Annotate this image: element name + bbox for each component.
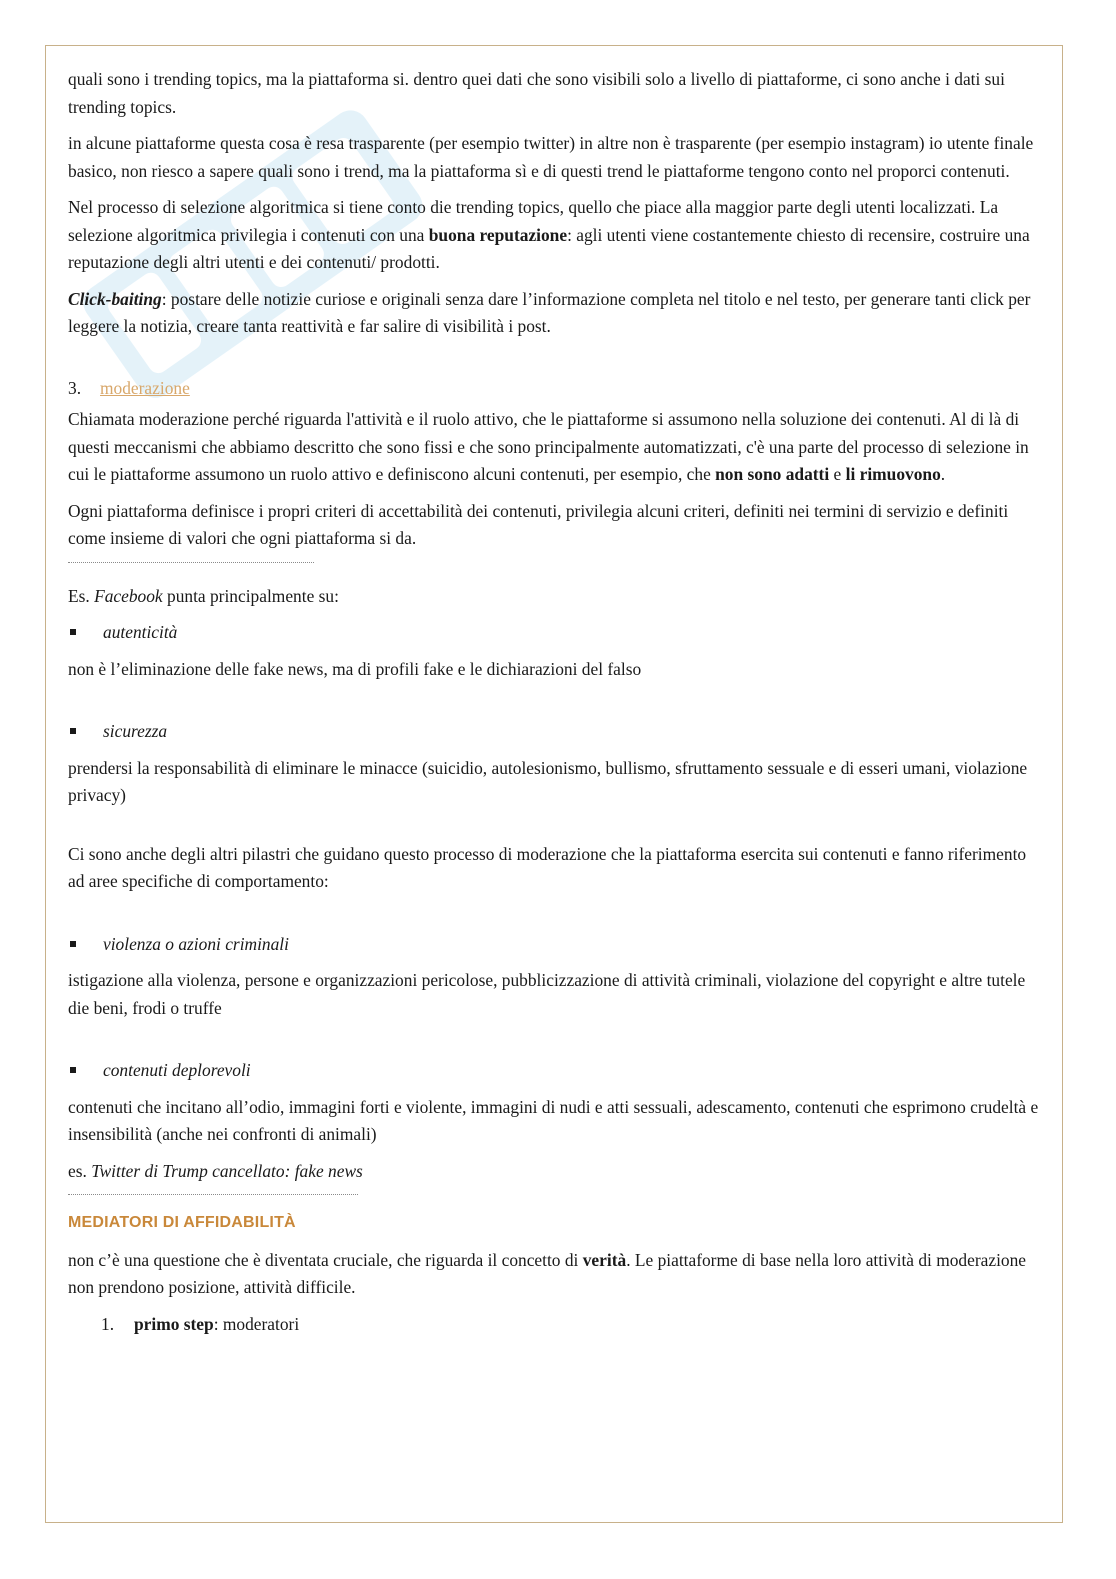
bullet-violenza: violenza o azioni criminali (68, 931, 1046, 959)
numbered-list (68, 1311, 1046, 1339)
bullet-autenticita: autenticità (68, 619, 1046, 647)
paragraph-click-baiting: Click-baiting: postare delle notizie curiose e originali senza dare l’informazione completa nel titolo e nel testo, per generare tanti click per leggere la notizia, creare tanta reattività e far salire di visibilità i post. (68, 288, 1031, 336)
section-number: 3. (68, 377, 82, 398)
desc-sicurezza: prendersi la responsabilità di eliminare le minacce (suicidio, autolesionismo, bullismo, sfruttamento sessuale e di esseri umani, violazione privacy) (68, 757, 1028, 805)
paragraph-transparency: in alcune piattaforme questa cosa è resa trasparente (per esempio twitter) in altre non è trasparente (per esempio instagram) io utente finale basico, non riesco a sapere quali sono i trend, ma la piattaforma sì e di questi trend le piattaforme tengono conto nel proporci contenuti. (68, 133, 1034, 181)
bullet-contenuti-deplorevoli: contenuti deplorevoli (68, 1057, 1046, 1085)
bullet-square-icon (70, 1067, 76, 1073)
paragraph-acceptability: Ogni piattaforma definisce i propri criteri di accettabilità dei contenuti, privilegia alcuni criteri, definiti nei termini di servizio e definiti come insieme di valori che ogni piattaforma si da. (68, 500, 1009, 548)
section-link-moderazione[interactable]: moderazione (100, 377, 190, 398)
document-body (68, 66, 1046, 1338)
pillars-intro: Ci sono anche degli altri pilastri che guidano questo processo di moderazione che la piattaforma esercita sui contenuti e fanno riferimento ad aree specifiche di comportamento: (68, 843, 1027, 891)
paragraph-moderazione-def: Chiamata moderazione perché riguarda l'attività e il ruolo attivo, che le piattaforme si assumono nella soluzione dei contenuti. Al di là di questi meccanismi che abbiamo descritto che sono fissi e che sono principalmente automatizzati, c'è una parte del processo di selezione in cui le piattaforme assumono un ruolo attivo e definiscono alcuni contenuti, per esempio, che non sono adatti e li rimuovono. (68, 409, 1029, 484)
paragraph-trending-topics: quali sono i trending topics, ma la piattaforma si. dentro quei dati che sono visibili solo a livello di piattaforme, ci sono anche i dati sui trending topics. (68, 69, 1005, 117)
desc-violenza: istigazione alla violenza, persone e organizzazioni pericolose, pubblicizzazione di attività criminali, violazione del copyright e altre tutele die beni, frodi o truffe (68, 970, 1026, 1018)
separator-line (68, 562, 314, 563)
bullet-square-icon (70, 941, 76, 947)
paragraph-algorithmic-selection: Nel processo di selezione algoritmica si tiene conto die trending topics, quello che piace alla maggior parte degli utenti localizzati. La selezione algoritmica privilegia i contenuti con una buona reputazione: agli utenti viene costantemente chiesto di recensire, costruire una reputazione degli altri utenti e dei contenuti/ prodotti. (68, 197, 1030, 272)
example-trump: es. Twitter di Trump cancellato: fake news (68, 1160, 363, 1181)
separator-line (68, 1194, 358, 1195)
desc-contenuti-deplorevoli: contenuti che incitano all’odio, immagini forti e violente, immagini di nudi e atti sessuali, adescamento, contenuti che esprimono crudeltà e insensibilità (anche nei confronti di animali) (68, 1096, 1039, 1144)
bullet-square-icon (70, 728, 76, 734)
bullet-square-icon (70, 629, 76, 635)
list-item: 1. primo step: moderatori (101, 1313, 300, 1334)
paragraph-verita: non c’è una questione che è diventata cruciale, che riguarda il concetto di verità. Le piattaforme di base nella loro attività di moderazione non prendono posizione, attività difficile. (68, 1249, 1027, 1297)
term-click-baiting: Click-baiting (68, 288, 162, 309)
bullet-sicurezza: sicurezza (68, 718, 1046, 746)
desc-autenticita: non è l’eliminazione delle fake news, ma di profili fake e le dichiarazioni del falso (68, 658, 642, 679)
section-title-mediatori: MEDIATORI DI AFFIDABILITÀ (68, 1214, 296, 1231)
bold-good-reputation: buona reputazione (428, 224, 568, 245)
section-heading-moderazione (68, 375, 1046, 403)
facebook-intro: Es. Facebook punta principalmente su: (68, 585, 339, 606)
